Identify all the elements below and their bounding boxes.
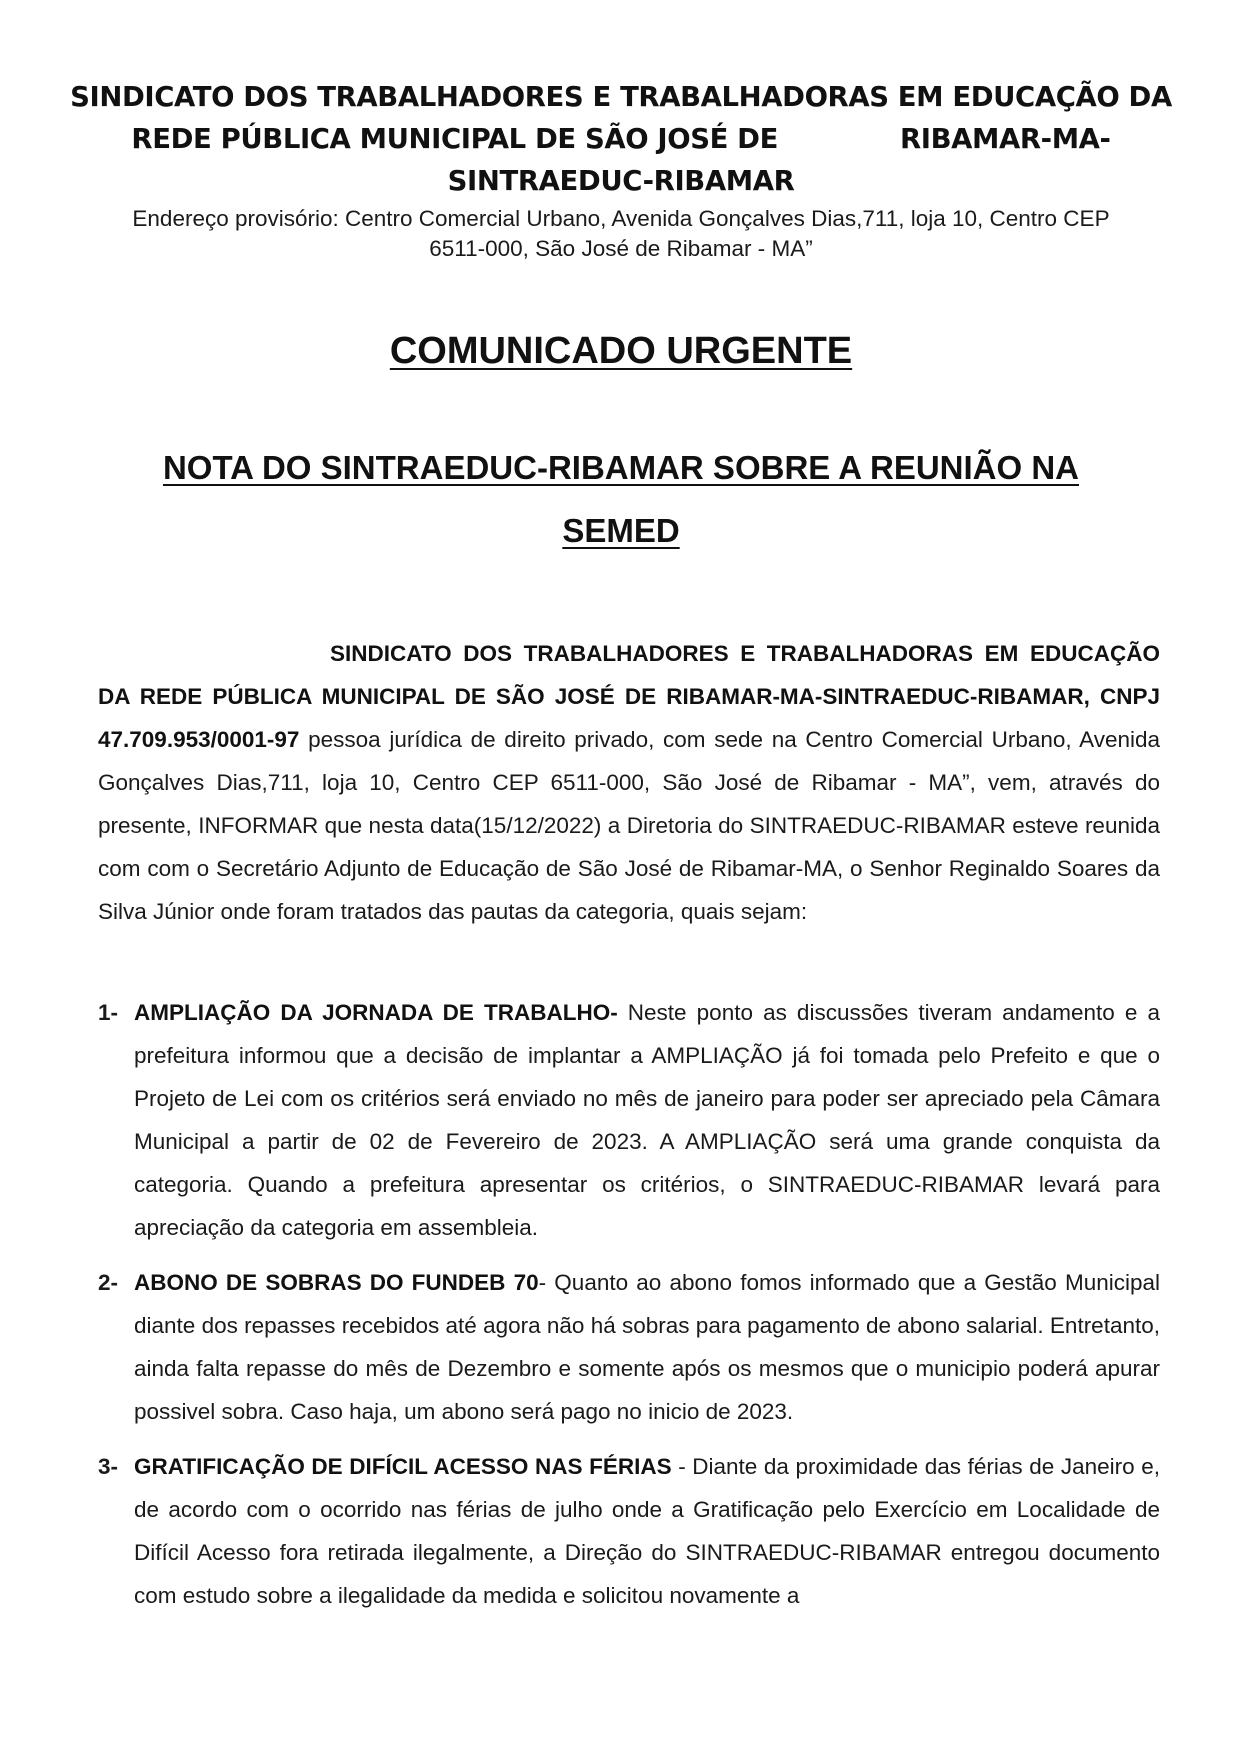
intro-bold-lead: SINDICATO DOS TRABALHADORES E TRABALHADORAS EM EDUCAÇÃO DA REDE PÚBLICA MUNICIPAL DE SÃO JOSÉ DE RIBAMAR-MA-SINTRAEDUC-RIBAMAR, CNPJ 47.709.953/0001-97	[98, 641, 1160, 752]
list-item	[98, 1445, 1160, 1617]
address-line-1: Endereço provisório: Centro Comercial Urbano, Avenida Gonçalves Dias,711, loja 10, Centro CEP	[132, 206, 1110, 231]
org-name-line-1: SINDICATO DOS TRABALHADORES E TRABALHADORAS EM EDUCAÇÃO DA	[70, 81, 1172, 113]
item-text: - Diante da proximidade das férias de Janeiro e, de acordo com o ocorrido nas férias de julho onde a Gratificação pelo Exercício em Localidade de Difícil Acesso fora retirada ilegalmente, a Direção do SINTRAEDUC-RIBAMAR entregou documento com estudo sobre a ilegalidade da medida e solicitou novamente a	[134, 1454, 1160, 1608]
org-name-line-2b: RIBAMAR-MA-	[900, 123, 1111, 155]
subtitle-line-2: SEMED	[562, 512, 680, 549]
agenda-list	[98, 991, 1160, 1629]
item-number: 2-	[98, 1270, 119, 1295]
document-subtitle	[70, 436, 1172, 562]
org-name-line-2	[70, 118, 1172, 160]
item-heading: ABONO DE SOBRAS DO FUNDEB 70	[134, 1270, 539, 1295]
subtitle-line-1: NOTA DO SINTRAEDUC-RIBAMAR SOBRE A REUNIÃO NA	[162, 449, 1080, 486]
address-line-2: 6511-000, São José de Ribamar - MA”	[429, 236, 813, 261]
item-heading: AMPLIAÇÃO DA JORNADA DE TRABALHO-	[134, 1000, 618, 1025]
document-title: COMUNICADO URGENTE	[389, 330, 853, 372]
intro-text: pessoa jurídica de direito privado, com sede na Centro Comercial Urbano, Avenida Gonçalves Dias,711, loja 10, Centro CEP 6511-000, São José de Ribamar - MA”, vem, através do presente, INFORMAR que nesta data(15/12/2022) a Diretoria do SINTRAEDUC-RIBAMAR esteve reunida com com o Secretário Adjunto de Educação de São José de Ribamar-MA, o Senhor Reginaldo Soares da Silva Júnior onde foram tratados das pautas da categoria, quais sejam:	[98, 727, 1160, 924]
item-number: 3-	[98, 1454, 119, 1479]
list-item	[98, 991, 1160, 1249]
item-number: 1-	[98, 1000, 119, 1025]
intro-paragraph	[98, 632, 1160, 933]
org-acronym: SINTRAEDUC-RIBAMAR	[447, 165, 795, 197]
item-heading: GRATIFICAÇÃO DE DIFÍCIL ACESSO NAS FÉRIAS	[134, 1454, 672, 1479]
organization-header	[70, 76, 1172, 202]
item-text: Neste ponto as discussões tiveram andamento e a prefeitura informou que a decisão de implantar a AMPLIAÇÃO já foi tomada pelo Prefeito e que o Projeto de Lei com os critérios será enviado no mês de janeiro para poder ser apreciado pela Câmara Municipal a partir de 02 de Fevereiro de 2023. A AMPLIAÇÃO será uma grande conquista da categoria. Quando a prefeitura apresentar os critérios, o SINTRAEDUC-RIBAMAR levará para apreciação da categoria em assembleia.	[134, 1000, 1160, 1240]
list-item	[98, 1261, 1160, 1433]
address-block	[70, 204, 1172, 264]
org-name-line-2a: REDE PÚBLICA MUNICIPAL DE SÃO JOSÉ DE	[131, 123, 778, 155]
item-text: - Quanto ao abono fomos informado que a Gestão Municipal diante dos repasses recebidos até agora não há sobras para pagamento de abono salarial. Entretanto, ainda falta repasse do mês de Dezembro e somente após os mesmos que o municipio poderá apurar possivel sobra. Caso haja, um abono será pago no inicio de 2023.	[134, 1270, 1161, 1424]
